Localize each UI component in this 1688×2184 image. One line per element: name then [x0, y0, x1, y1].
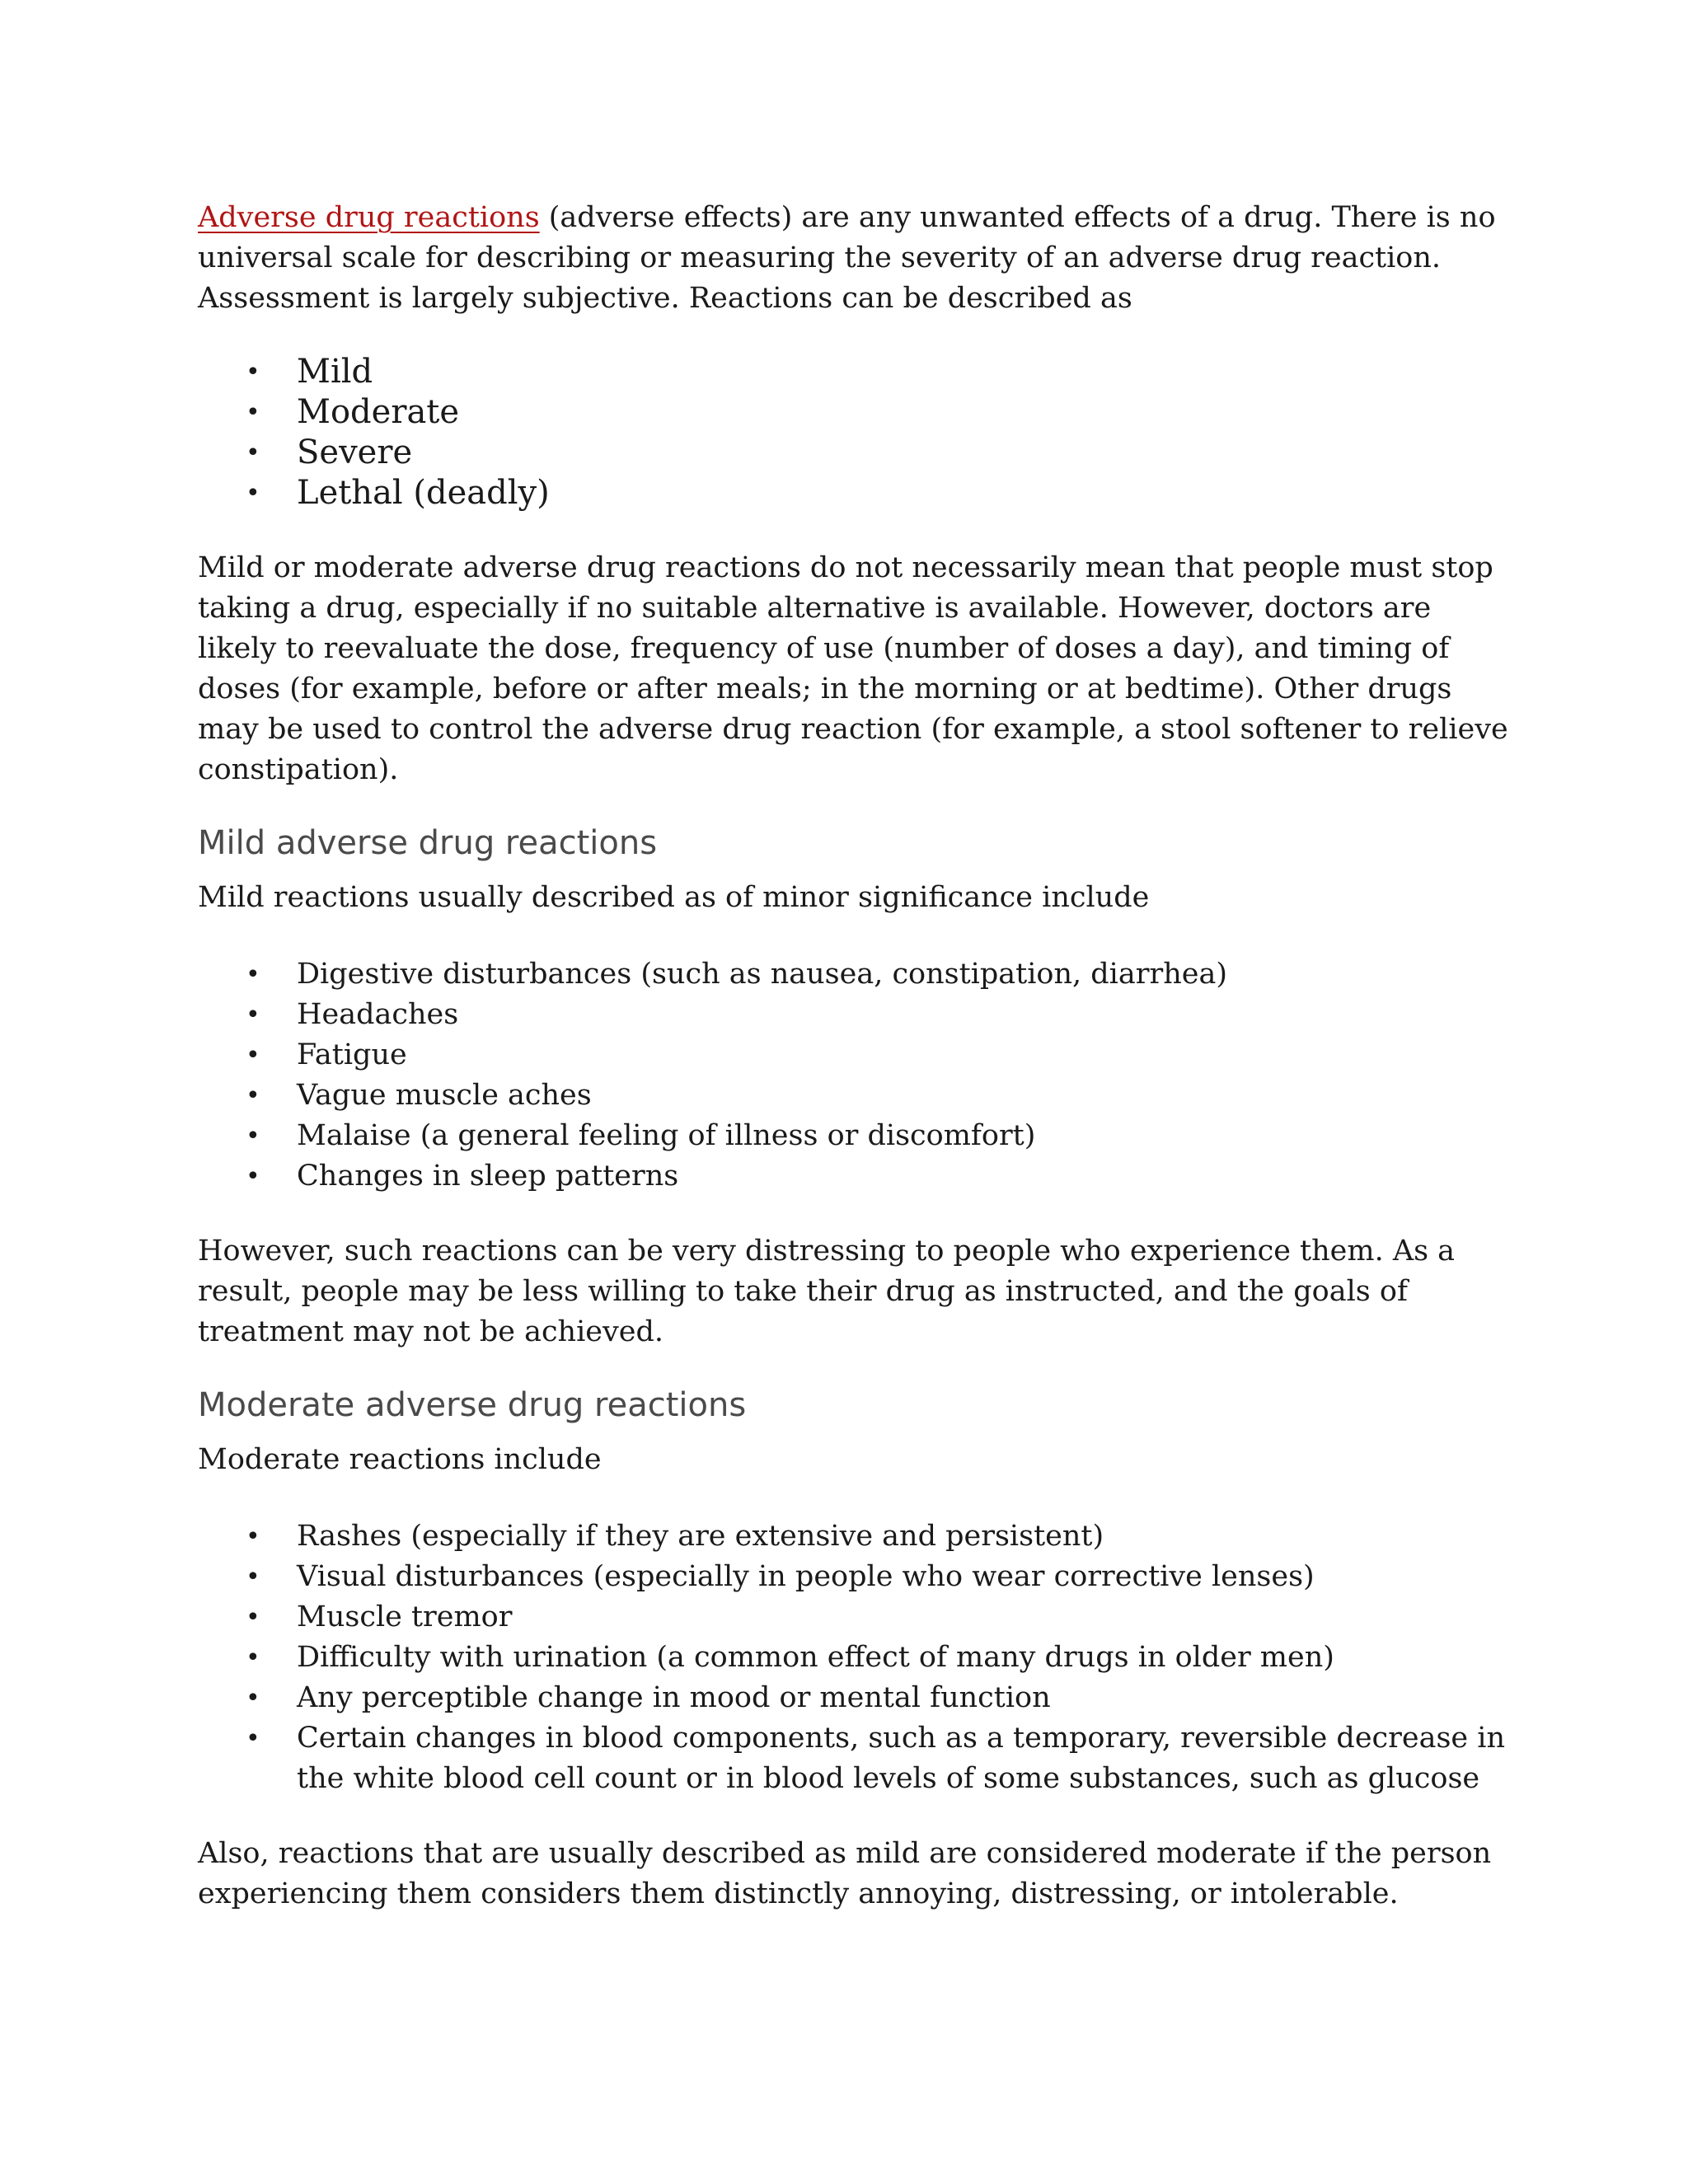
bullet-icon: • — [246, 1563, 260, 1591]
bullet-icon: • — [246, 438, 260, 467]
mild-moderate-paragraph: Mild or moderate adverse drug reactions do not necessarily mean that people must stop taking a drug, especially if no suitable alternative is available. However, doctors are likely to reevaluate the dose, frequency of use (number of doses a day), and timing of doses (for example, before or after meals; in the morning or at bedtime). Other drugs may be used to control the adverse drug reaction (for example, a stool softener to relieve constipation). — [198, 551, 1508, 786]
list-item: • Rashes (especially if they are extensive and persistent) — [198, 1516, 1517, 1557]
mild-section-after: However, such reactions can be very distressing to people who experience them. As a result, people may be less willing to take their drug as instructed, and the goals of treatment may not be achieved. — [198, 1235, 1456, 1348]
bullet-icon: • — [246, 358, 260, 387]
list-item: • Vague muscle aches — [198, 1076, 1517, 1116]
intro-text: (adverse effects) are any unwanted effects of a drug. There is no universal scale for describing or measuring the severity of an adverse drug reaction. Assessment is largely subjective. Reactions can be described as — [198, 201, 1496, 315]
bullet-icon: • — [246, 960, 260, 989]
list-item: • Malaise (a general feeling of illness or discomfort) — [198, 1116, 1517, 1156]
bullet-icon: • — [246, 398, 260, 427]
document-page — [198, 198, 1517, 1915]
list-item: • Changes in sleep patterns — [198, 1156, 1517, 1197]
list-item: • Muscle tremor — [198, 1597, 1517, 1638]
list-item: • Headaches — [198, 995, 1517, 1035]
bullet-icon: • — [246, 1081, 260, 1110]
bullet-icon: • — [246, 1603, 260, 1632]
list-item: • Difficulty with urination (a common effect of many drugs in older men) — [198, 1638, 1517, 1678]
bullet-icon: • — [246, 1162, 260, 1191]
bullet-icon: • — [246, 1643, 260, 1672]
list-item: • Mild — [246, 353, 373, 391]
moderate-reactions-list — [198, 1516, 1517, 1799]
bullet-icon: • — [246, 1041, 260, 1070]
list-item: • Lethal (deadly) — [246, 474, 550, 512]
bullet-icon: • — [246, 1684, 260, 1713]
bullet-icon: • — [246, 1001, 260, 1029]
mild-section-intro: Mild reactions usually described as of minor significance include — [198, 881, 1150, 914]
bullet-icon: • — [246, 1724, 260, 1753]
list-item: • Digestive disturbances (such as nausea, constipation, diarrhea) — [198, 954, 1517, 995]
bullet-icon: • — [246, 1122, 260, 1151]
mild-reactions-list — [198, 954, 1517, 1197]
list-item: • Severe — [246, 434, 413, 471]
adverse-drug-reactions-link[interactable]: Adverse drug reactions — [198, 201, 540, 234]
list-item: • Certain changes in blood components, such as a temporary, reversible decrease in the white blood cell count or in blood levels of some substances, such as glucose — [198, 1718, 1517, 1799]
severity-list — [198, 352, 1517, 513]
mild-section-heading: Mild adverse drug reactions — [198, 824, 658, 862]
list-item: • Visual disturbances (especially in people who wear corrective lenses) — [198, 1557, 1517, 1597]
intro-paragraph — [198, 198, 1517, 319]
list-item: • Fatigue — [198, 1035, 1517, 1076]
moderate-section-heading: Moderate adverse drug reactions — [198, 1386, 747, 1424]
moderate-section-intro: Moderate reactions include — [198, 1443, 602, 1476]
bullet-icon: • — [246, 479, 260, 508]
list-item: • Any perceptible change in mood or mental function — [198, 1678, 1517, 1718]
list-item: • Moderate — [246, 393, 460, 431]
bullet-icon: • — [246, 1522, 260, 1551]
moderate-section-after: Also, reactions that are usually described as mild are considered moderate if the person experiencing them considers them distinctly annoying, distressing, or intolerable. — [198, 1837, 1492, 1910]
